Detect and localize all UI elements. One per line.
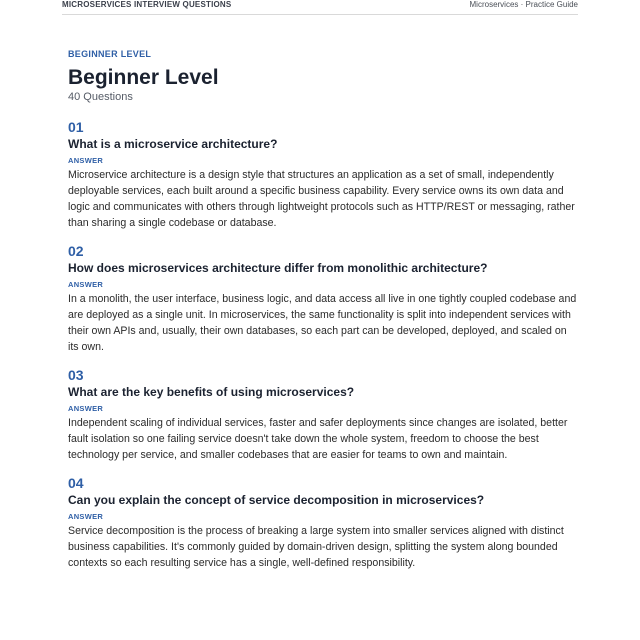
main-content	[68, 48, 578, 583]
section-eyebrow: BEGINNER LEVEL	[68, 49, 152, 59]
document-title: MICROSERVICES INTERVIEW QUESTIONS	[62, 0, 232, 9]
question-block	[68, 367, 578, 463]
question-block	[68, 243, 578, 355]
answer-label: ANSWER	[68, 404, 104, 413]
question-number: 01	[68, 119, 84, 135]
question-number: 04	[68, 475, 84, 491]
question-text: How does microservices architecture differ from monolithic architecture?	[68, 261, 488, 275]
question-number: 03	[68, 367, 84, 383]
question-count: 40 Questions	[68, 91, 133, 103]
question-block	[68, 475, 578, 571]
question-block	[68, 119, 578, 231]
question-text: Can you explain the concept of service decomposition in microservices?	[68, 493, 485, 507]
question-text: What is a microservice architecture?	[68, 137, 278, 151]
section-title: Beginner Level	[68, 66, 219, 89]
answer-text: In a monolith, the user interface, business logic, and data access all live in one tightly coupled codebase and are deployed as a single unit. In microservices, the same functionality is split into independent services with their own APIs and, usually, their own databases, so each part can be developed, deployed, and scaled on its own.	[68, 293, 577, 353]
answer-label: ANSWER	[68, 280, 104, 289]
guide-label: Microservices · Practice Guide	[469, 0, 578, 9]
answer-text: Service decomposition is the process of breaking a large system into smaller services aligned with distinct business capabilities. It's commonly guided by domain-driven design, splitting the system along bounded contexts so each resulting service has a single, well-defined responsibility.	[68, 525, 564, 569]
page-header	[62, 0, 578, 15]
answer-text: Microservice architecture is a design style that structures an application as a set of small, independently deployable services, each built around a specific business capability. Every service owns its own data and logic and communicates with others through lightweight protocols such as HTTP/REST or messaging, rather than sharing a single codebase or database.	[68, 169, 575, 229]
answer-text: Independent scaling of individual services, faster and safer deployments since changes are isolated, better fault isolation so one failing service doesn't take down the whole system, freedom to choose the best technology per service, and smaller codebases that are easier for teams to own and maintain.	[68, 417, 568, 461]
answer-label: ANSWER	[68, 156, 104, 165]
question-text: What are the key benefits of using microservices?	[68, 385, 355, 399]
answer-label: ANSWER	[68, 512, 104, 521]
question-number: 02	[68, 243, 84, 259]
